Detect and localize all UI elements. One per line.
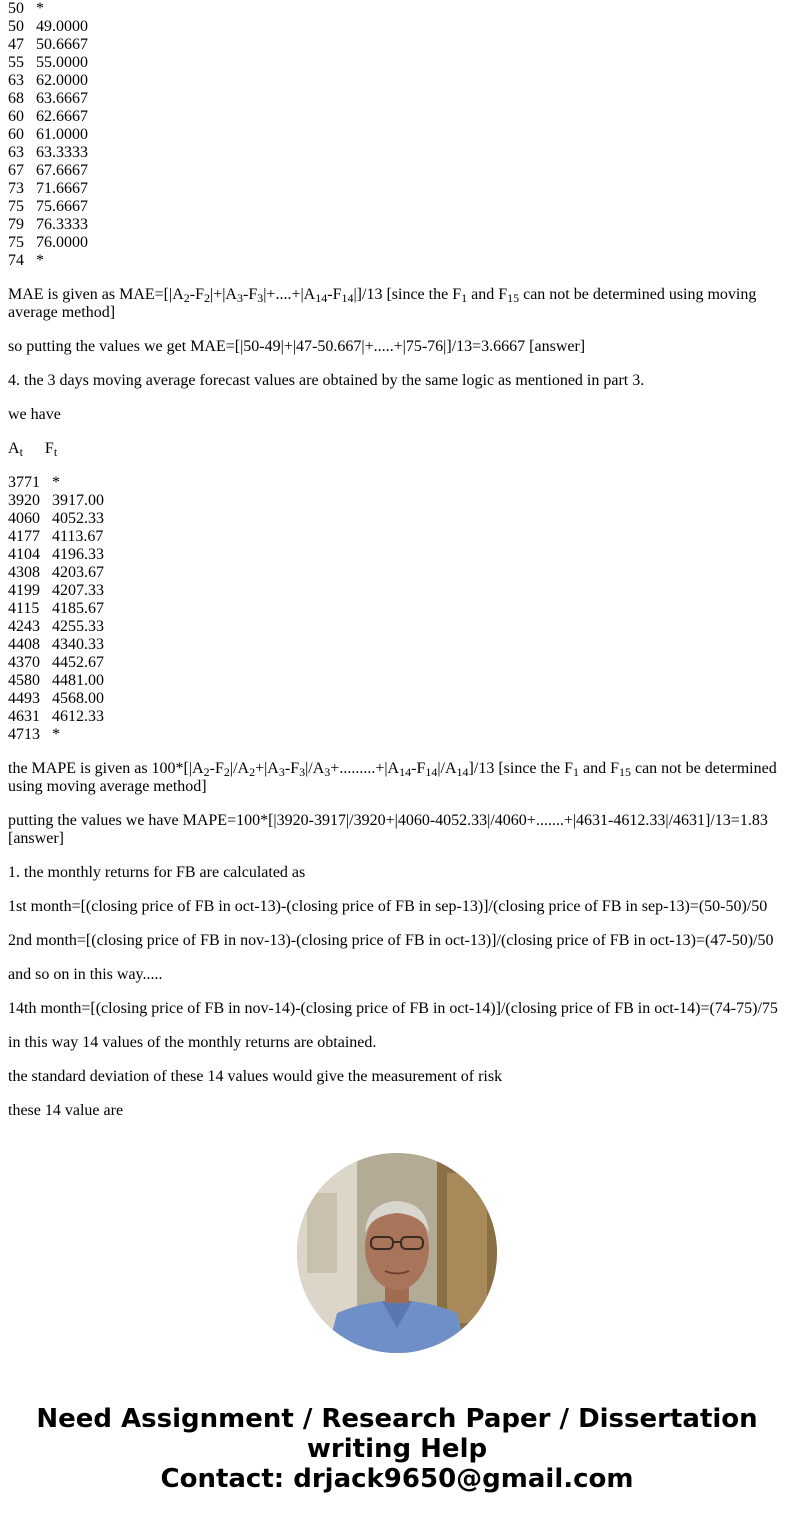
actual-value-cell: 3920: [8, 492, 40, 509]
actual-value-cell: 74: [8, 252, 24, 269]
actual-value-cell: 47: [8, 36, 24, 53]
fb-price-row: [8, 198, 100, 216]
forecast-value-cell: 71.6667: [36, 180, 88, 197]
sales-row: [8, 528, 116, 546]
actual-value-cell: 3771: [8, 474, 40, 491]
part1-intro: 1. the monthly returns for FB are calculated as: [8, 864, 306, 881]
forecast-value-cell: 55.0000: [36, 54, 88, 71]
month1-formula: 1st month=[(closing price of FB in oct-13)-(closing price of FB in sep-13)]/(closing price of FB in sep-13)=(50-50)/50: [8, 898, 768, 915]
sales-row: [8, 636, 116, 654]
fb-price-row: [8, 180, 100, 198]
promo-contact[interactable]: Contact: drjack9650@gmail.com: [160, 1464, 634, 1494]
mape-formula: the MAPE is given as $100*[|A_2-F_2|/A_2+|A_3-F_3|/A_3+.........+|A_{14}-F_{14}|/A_{14}]/13$ [since the $F_1$ and $F_{15}$ can not be determined using moving average method]: [8, 760, 777, 795]
mape-result: putting the values we have MAPE=100*[|3920-3917|/3920+|4060-4052.33|/4060+.......+|4631-4612.33|/4631]/13=1.83 [answer]: [8, 812, 768, 847]
fb-price-row: [8, 108, 100, 126]
sales-row: [8, 690, 116, 708]
fb-price-row: [8, 18, 100, 36]
forecast-value-cell: 63.6667: [36, 90, 88, 107]
actual-value-cell: 4713: [8, 726, 40, 743]
forecast-value-cell: *: [52, 474, 60, 491]
forecast-value-cell: 49.0000: [36, 18, 88, 35]
forecast-value-cell: 4481.00: [52, 672, 104, 689]
forecast-value-cell: 4113.67: [52, 528, 104, 545]
actual-value-cell: 4243: [8, 618, 40, 635]
forecast-value-cell: 75.6667: [36, 198, 88, 215]
fb-price-row: [8, 36, 100, 54]
std-dev-text: the standard deviation of these 14 values would give the measurement of risk: [8, 1068, 503, 1085]
actual-value-cell: 4308: [8, 564, 40, 581]
actual-value-cell: 50: [8, 0, 24, 17]
forecast-value-cell: *: [36, 252, 44, 269]
sales-row: [8, 582, 116, 600]
sales-row: [8, 474, 116, 492]
actual-value-cell: 67: [8, 162, 24, 179]
fb-price-row: [8, 162, 100, 180]
actual-value-cell: 4580: [8, 672, 40, 689]
actual-value-cell: 4493: [8, 690, 40, 707]
forecast-value-cell: 4340.33: [52, 636, 104, 653]
sales-row: [8, 492, 116, 510]
fb-price-row: [8, 252, 100, 270]
sales-row: [8, 510, 116, 528]
forecast-value-cell: 63.3333: [36, 144, 88, 161]
mae-result: so putting the values we get MAE=[|50-49|+|47-50.667|+.....+|75-76|]/13=3.6667 [answer]: [8, 338, 586, 355]
actual-value-cell: 60: [8, 126, 24, 143]
actual-value-cell: 4408: [8, 636, 40, 653]
forecast-value-cell: 62.0000: [36, 72, 88, 89]
fb-price-row: [8, 126, 100, 144]
promo-line-2: writing Help: [306, 1434, 488, 1464]
actual-value-cell: 63: [8, 144, 24, 161]
actual-value-cell: 4177: [8, 528, 40, 545]
forecast-value-cell: 4612.33: [52, 708, 104, 725]
forecast-value-cell: 62.6667: [36, 108, 88, 125]
fb-price-row: [8, 54, 100, 72]
promo-text: [0, 1404, 794, 1494]
actual-value-cell: 79: [8, 216, 24, 233]
part4-intro: 4. the 3 days moving average forecast values are obtained by the same logic as mentioned in part 3.: [8, 372, 645, 389]
forecast-value-cell: 4207.33: [52, 582, 104, 599]
moving-average-table-sales: [8, 474, 116, 744]
actual-value-cell: 4115: [8, 600, 40, 617]
avatar: [297, 1153, 497, 1353]
forecast-value-cell: 50.6667: [36, 36, 88, 53]
actual-value-cell: 68: [8, 90, 24, 107]
moving-average-table-fb: [8, 0, 100, 270]
forecast-value-cell: 61.0000: [36, 126, 88, 143]
forecast-table-header: [8, 440, 79, 458]
column-header-actual: $A_t$: [8, 440, 23, 459]
forecast-value-cell: *: [36, 0, 44, 17]
forecast-value-cell: 4452.67: [52, 654, 104, 671]
actual-value-cell: 63: [8, 72, 24, 89]
sales-row: [8, 654, 116, 672]
sales-row: [8, 618, 116, 636]
mae-formula: MAE is given as $MAE=[|A_2-F_2|+|A_3-F_3|+....+|A_{14}-F_{14}|]/13$ [since the $F_1$ and $F_{15}$ can not be determined using moving average method]: [8, 286, 757, 321]
and-so-on-text: and so on in this way.....: [8, 966, 163, 983]
sales-row: [8, 708, 116, 726]
forecast-value-cell: 4255.33: [52, 618, 104, 635]
fb-price-row: [8, 234, 100, 252]
promo-line-1: Need Assignment / Research Paper / Dissertation: [36, 1404, 758, 1434]
fb-price-row: [8, 216, 100, 234]
actual-value-cell: 4370: [8, 654, 40, 671]
actual-value-cell: 73: [8, 180, 24, 197]
sales-row: [8, 726, 116, 744]
actual-value-cell: 75: [8, 234, 24, 251]
we-have-text: we have: [8, 406, 61, 423]
forecast-value-cell: *: [52, 726, 60, 743]
actual-value-cell: 75: [8, 198, 24, 215]
portrait-photo: [297, 1153, 497, 1353]
actual-value-cell: 4104: [8, 546, 40, 563]
sales-row: [8, 564, 116, 582]
forecast-value-cell: 4568.00: [52, 690, 104, 707]
actual-value-cell: 4199: [8, 582, 40, 599]
actual-value-cell: 60: [8, 108, 24, 125]
these-values-text: these 14 value are: [8, 1102, 124, 1119]
actual-value-cell: 4060: [8, 510, 40, 527]
forecast-value-cell: 4185.67: [52, 600, 104, 617]
forecast-value-cell: 4196.33: [52, 546, 104, 563]
sales-row: [8, 600, 116, 618]
fourteen-values-text: in this way 14 values of the monthly returns are obtained.: [8, 1034, 377, 1051]
forecast-value-cell: 4052.33: [52, 510, 104, 527]
fb-price-row: [8, 0, 100, 18]
fb-price-row: [8, 72, 100, 90]
actual-value-cell: 55: [8, 54, 24, 71]
forecast-value-cell: 4203.67: [52, 564, 104, 581]
actual-value-cell: 4631: [8, 708, 40, 725]
month2-formula: 2nd month=[(closing price of FB in nov-13)-(closing price of FB in oct-13)]/(closing price of FB in oct-13)=(47-50)/50: [8, 932, 774, 949]
forecast-value-cell: 3917.00: [52, 492, 104, 509]
forecast-value-cell: 76.3333: [36, 216, 88, 233]
column-header-forecast: $F_t$: [44, 440, 58, 459]
forecast-value-cell: 76.0000: [36, 234, 88, 251]
fb-price-row: [8, 144, 100, 162]
month14-formula: 14th month=[(closing price of FB in nov-14)-(closing price of FB in oct-14)]/(closing price of FB in oct-14)=(74-75)/75: [8, 1000, 778, 1017]
forecast-value-cell: 67.6667: [36, 162, 88, 179]
fb-price-row: [8, 90, 100, 108]
sales-row: [8, 672, 116, 690]
sales-row: [8, 546, 116, 564]
actual-value-cell: 50: [8, 18, 24, 35]
promo-footer: [0, 1122, 794, 1523]
document-body: [8, 0, 788, 1122]
